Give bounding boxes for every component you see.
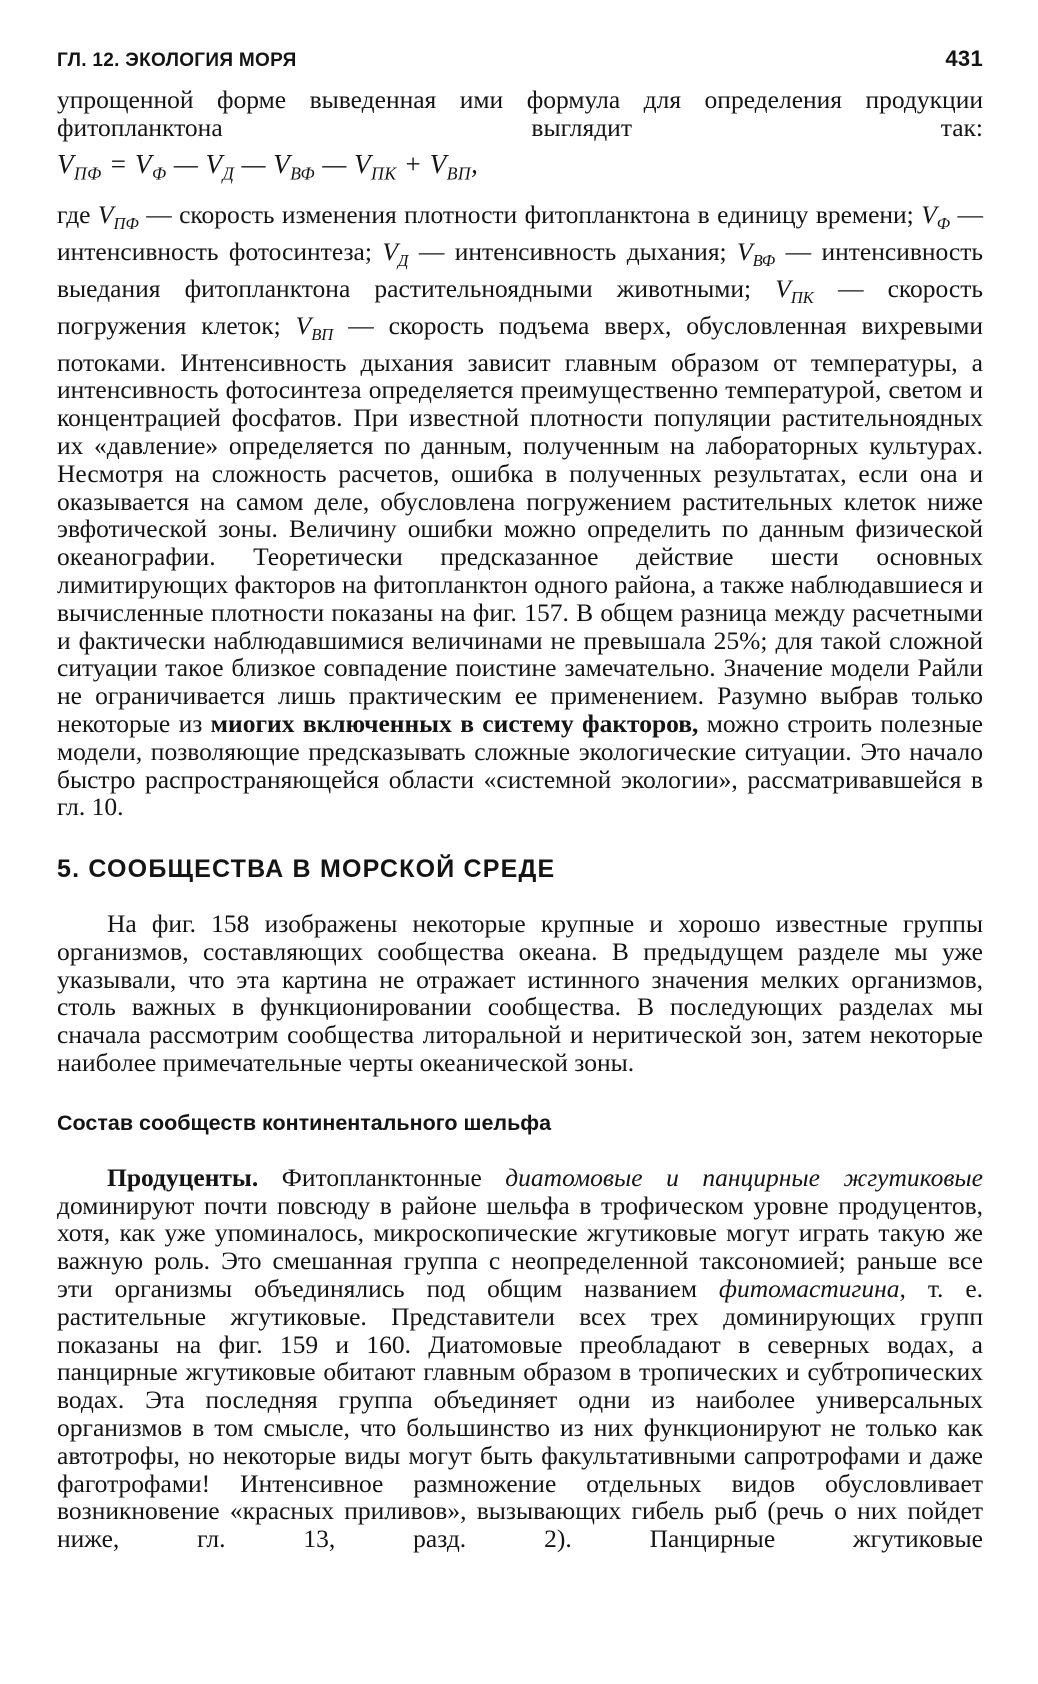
- section-paragraph: На фиг. 158 изображены некоторые крупные и хорошо известные группы организмов, составляющих сообщества океана. В предыдущем разделе мы уже указывали, что эта картина не отражает истинного значения мелких организмов, столь важных в функционировании сообщества. В последующих разделах мы сначала рассмотрим сообщества литоральной и неритической зон, затем некоторые наиболее примечательные черты океанической зоны.: [57, 909, 983, 1078]
- formula-term-2: — $V_Д$: [166, 148, 235, 183]
- page-number: 431: [945, 46, 983, 71]
- symbol-v-pk: $V_{ПК}$: [775, 273, 814, 307]
- symbol-v-f: $V_Ф$: [921, 199, 951, 234]
- book-page: [57, 46, 983, 1553]
- subsection-heading: Состав сообществ континентального шельфа: [57, 1110, 552, 1135]
- formula-term-5: + $V_{ВП}$: [396, 148, 472, 183]
- definitions-paragraph: где $V_{ПФ}$ — скорость изменения плотности фитопланктона в единицу времени; $V_Ф$ — интенсивность фотосинтеза; $V_Д$ — интенсивность дыхания; $V_{ВФ}$ — интенсивность выедания фитопланктона растительноядными животными; $V_{ПК}$ — скорость погружения клеток; $V_{ВП}$ — скорость подъема вверх, обусловленная вихревыми потоками. Интенсивность дыхания зависит главным образом от температуры, а интенсивность фотосинтеза определяется преимущественно температурой, светом и концентрацией фосфатов. При известной плотности популяции растительноядных их «давление» определяется по данным, полученным на лабораторных культурах. Несмотря на сложность расчетов, ошибка в полученных результатах, если она и оказывается на самом деле, обусловлена погружением растительных клеток ниже эвфотической зоны. Величину ошибки можно определить по данным физической океанографии. Теоретически предсказанное действие шести основных лимитирующих факторов на фитопланктон одного района, а также наблюдавшиеся и вычисленные плотности показаны на фиг. 157. В общем разница между расчетными и фактически наблюдавшимися величинами не превышала 25%; для такой сложной ситуации такое близкое совпадение поистине замечательно. Значение модели Райли не ограничивается лишь практическим ее применением. Разумно выбрав только некоторые из миогих включенных в систему факторов, можно строить полезные модели, позволяющие предсказывать сложные экологические ситуации. Это начало быстро распространяющейся области «системной экологии», рассматривавшейся в гл. 10.: [57, 199, 984, 822]
- section-heading: 5. СООБЩЕСТВА В МОРСКОЙ СРЕДЕ: [57, 855, 556, 884]
- intro-paragraph: упрощенной форме выведенная ими формула для определения продукции фитопланктона выглядит так:: [57, 85, 983, 142]
- running-head: [57, 46, 983, 86]
- formula-term-4: — $V_{ПК}$: [315, 148, 397, 183]
- symbol-v-vf: $V_{ВФ}$: [737, 236, 776, 270]
- symbol-v-pf: $V_{ПФ}$: [97, 199, 139, 234]
- symbol-v-vp: $V_{ВП}$: [295, 310, 334, 344]
- production-formula: $V_{ПФ} = V_Ф$ — $V_Д$ — $V_{ВФ}$ — $V_{ПК} + V_{ВП}$,: [57, 148, 479, 183]
- formula-term-3: — $V_{ВФ}$: [234, 148, 316, 183]
- producers-paragraph: Продуценты. Фитопланктонные диатомовые и панцирные жгутиковые доминируют почти повсюду в районе шельфа в трофическом уровне продуцентов, хотя, как уже упоминалось, микроскопические жгутиковые могут играть такую же важную роль. Это смешанная группа с неопределенной таксономией; раньше все эти организмы объединялись под общим названием фитомастигина, т. е. растительные жгутиковые. Представители всех трех доминирующих групп показаны на фиг. 159 и 160. Диатомовые преобладают в северных водах, а панцирные жгутиковые обитают главным образом в тропических и субтропических водах. Эта последняя группа объединяет одни из наиболее универсальных организмов в том смысле, что большинство из них функционируют не только как автотрофы, но некоторые виды могут быть факультативными сапротрофами и даже фаготрофами! Интенсивное размножение отдельных видов обусловливает возникновение «красных приливов», вызывающих гибель рыб (речь о них пойдет ниже, гл. 13, разд. 2). Панцирные жгутиковые: [57, 1162, 984, 1554]
- producers-lead: Продуценты.: [107, 1162, 259, 1192]
- formula-lhs: $V_{ПФ}$: [57, 148, 102, 183]
- chapter-title: ГЛ. 12. ЭКОЛОГИЯ МОРЯ: [57, 50, 297, 71]
- formula-term-1: = $V_Ф$: [101, 148, 167, 183]
- symbol-v-d: $V_Д$: [382, 236, 409, 270]
